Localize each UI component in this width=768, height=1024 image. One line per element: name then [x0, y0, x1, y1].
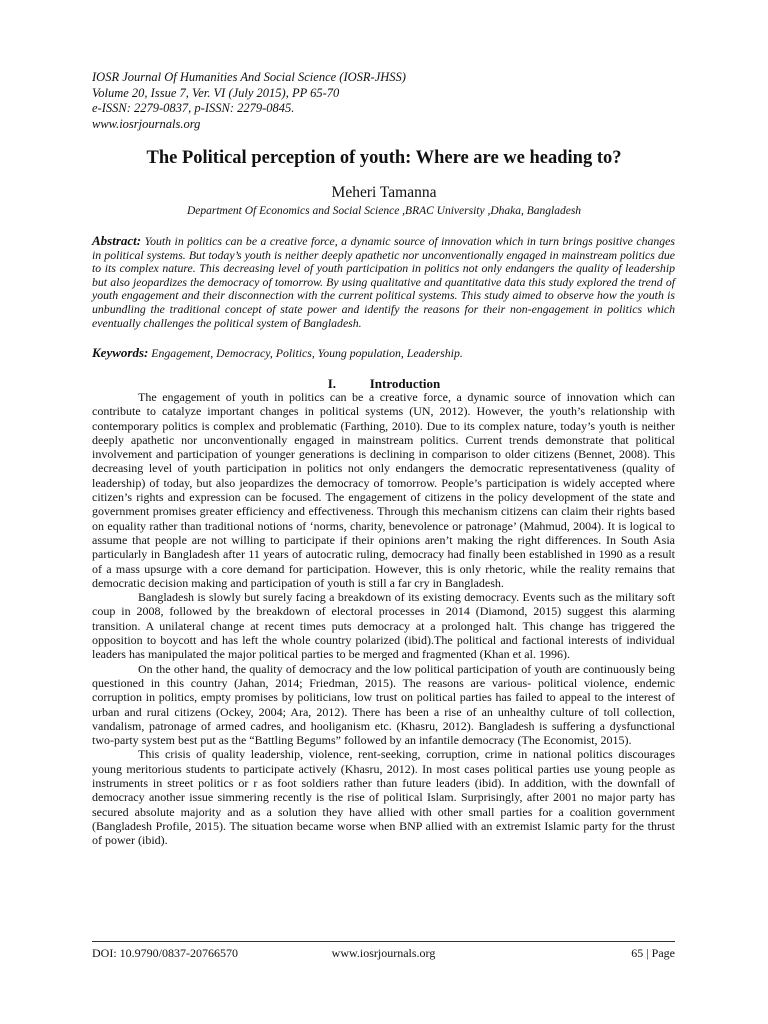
journal-header [92, 70, 692, 132]
paper-title: The Political perception of youth: Where are we heading to? [146, 148, 622, 168]
abstract-text: Youth in politics can be a creative force, a dynamic source of innovation which in turn brings positive changes in political systems. But today’s youth is neither deeply apathetic nor unconventionally engaged in mainstream politics due to its complex nature. This decreasing level of youth participation in politics not only endangers the quality of leadership but also jeopardizes the democracy of tomorrow. By using qualitative and quantitative data this study explored the trend of youth engagement and their disconnection with the current political systems. This study aimed to observe how the youth is unbundling the traditional concept of state power and identify the reasons for their non-engagement in politics which eventually challenges the political system of Bangladesh. [92, 234, 675, 330]
abstract-label: Abstract: [92, 233, 142, 248]
journal-website: www.iosrjournals.org [92, 116, 201, 131]
keywords-text: Engagement, Democracy, Politics, Young population, Leadership. [151, 346, 463, 360]
journal-name: IOSR Journal Of Humanities And Social Science (IOSR-JHSS) [92, 70, 406, 84]
journal-issn: e-ISSN: 2279-0837, p-ISSN: 2279-0845. [92, 101, 295, 115]
body-text [92, 390, 675, 848]
journal-volume: Volume 20, Issue 7, Ver. VI (July 2015), PP 65-70 [92, 85, 340, 100]
abstract [92, 234, 675, 330]
section-number: I. [327, 376, 337, 391]
footer-website: www.iosrjournals.org [331, 946, 436, 960]
footer-page-number: 65 | Page [631, 946, 675, 960]
page-footer [92, 941, 675, 962]
paragraph: Bangladesh is slowly but surely facing a breakdown of its existing democracy. Events such as the military soft coup in 2008, followed by the breakdown of electoral processes in 2014 (Diamond, 2015) suggest this alarming transition. A unilateral change at recent times puts democracy at a prolonged halt. This change has triggered the opposition to boycott and has left the whole country polarized (ibid).The political and factional interests of individual leaders has manipulated the major political parties to be merged and fragmented (Khan et al. 1996). [92, 590, 675, 662]
author-name: Meheri Tamanna [331, 184, 437, 201]
footer-doi: DOI: 10.9790/0837-20766570 [92, 946, 238, 960]
keywords-label: Keywords: [92, 345, 149, 360]
keywords [92, 346, 675, 360]
paragraph: This crisis of quality leadership, violence, rent-seeking, corruption, crime in national politics discourages young meritorious students to participate actively (Khasru, 2012). In most cases political parties use young people as instruments in street politics or r as foot soldiers rather than future leaders (ibid). In addition, with the downfall of democracy another issue simmering recently is the rise of political Islam. Surprisingly, after 2001 no major party has secured absolute majority and as a solution they have allied with other small parties for a coalition government (Bangladesh Profile, 2015). The situation became worse when BNP allied with an extremist Islamic party for the thrust of power (ibid). [92, 747, 675, 848]
paragraph: On the other hand, the quality of democracy and the low political participation of youth are continuously being questioned in this country (Jahan, 2014; Friedman, 2015). The reasons are various- political violence, endemic corruption in politics, empty promises by politicians, low trust on political parties has failed to appeal to the interest of urban and rural citizens (Ockey, 2004; Ara, 2012). There has been a rise of an unhealthy culture of toll collection, vandalism, patronage of armed cadres, and hooliganism etc. (Khasru, 2012). Bangladesh is suffering a dysfunctional two-party system best put as the “Battling Begums” followed by an infantile democracy (The Economist, 2015). [92, 661, 675, 748]
paragraph: The engagement of youth in politics can be a creative force, a dynamic source of innovation which can contribute to catalyze important changes in political systems (UN, 2012). However, the youth’s relationship with contemporary politics is complex and problematic (Farthing, 2010). Due to its complex nature, today’s youth is neither deeply apathetic nor unconventionally engaged in mainstream politics. Current trends demonstrate that political involvement and participation of younger generations is declining in comparison to older citizens (Bennet, 2008). This decreasing level of youth participation in politics not only endangers the democratic representativeness (quality of leadership) of today, but also jeopardizes the democracy of tomorrow. People’s participation is widely accepted where citizen’s rights and expression can be focused. The engagement of citizens in the policy development of the state and government promises greater efficiency and effectiveness. Through this mechanism citizens can claim their rights based on equality rather than traditional notions of ‘norms, charity, benevolence or patronage’ (Mahmud, 2004). It is logical to assume that people are not willing to participate if their opinions aren’t making the right differences. In South Asia particularly in Bangladesh after 11 years of autocratic ruling, democracy had finally been established in 1990 as a result of a mass upsurge with a core demand for participation. However, this is only rhetoric, while the reality remains that democratic decision making and participation of youth is still a far cry in Bangladesh. [92, 390, 675, 590]
section-title: Introduction [369, 376, 441, 391]
author-affiliation: Department Of Economics and Social Science ,BRAC University ,Dhaka, Bangladesh [186, 205, 582, 217]
